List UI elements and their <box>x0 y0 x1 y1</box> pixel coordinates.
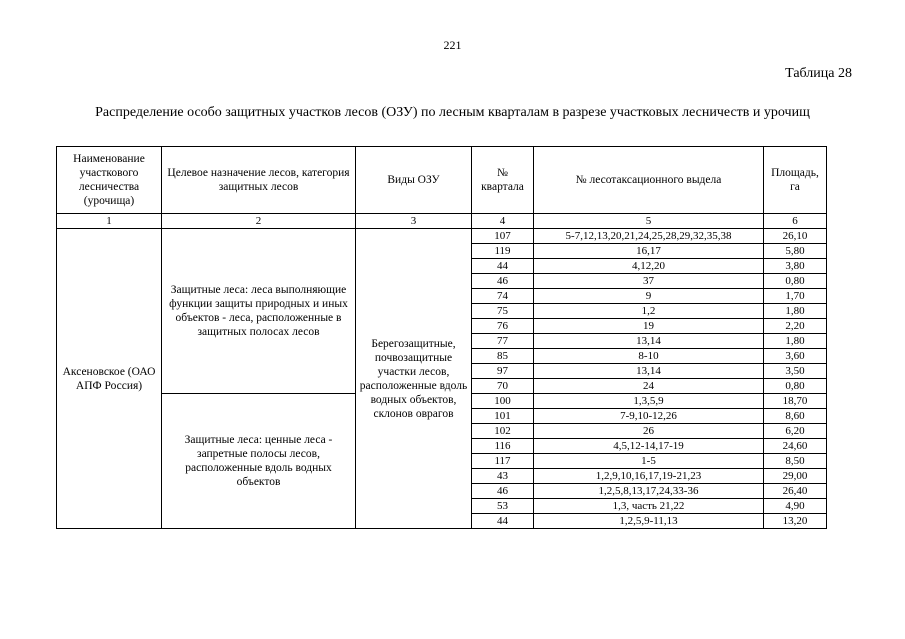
quarter-cell: 77 <box>472 334 534 349</box>
plots-cell: 1,2 <box>534 304 764 319</box>
header-forestry-name: Наименование участкового лесничества (урочища) <box>57 147 162 214</box>
quarter-cell: 117 <box>472 454 534 469</box>
category-protective-belts-cell: Защитные леса: леса выполняющие функции защиты природных и иных объектов - леса, расположенные в защитных полосах лесов <box>162 229 356 394</box>
area-cell: 1,70 <box>764 289 827 304</box>
area-cell: 2,20 <box>764 319 827 334</box>
quarter-cell: 100 <box>472 394 534 409</box>
quarter-cell: 46 <box>472 274 534 289</box>
table-row <box>57 229 827 244</box>
plots-cell: 26 <box>534 424 764 439</box>
plots-cell: 1,3, часть 21,22 <box>534 499 764 514</box>
quarter-cell: 44 <box>472 514 534 529</box>
area-cell: 3,50 <box>764 364 827 379</box>
area-cell: 5,80 <box>764 244 827 259</box>
column-number: 4 <box>472 214 534 229</box>
column-number: 3 <box>356 214 472 229</box>
table-label: Таблица 28 <box>785 66 852 81</box>
column-number: 5 <box>534 214 764 229</box>
quarter-cell: 43 <box>472 469 534 484</box>
area-cell: 18,70 <box>764 394 827 409</box>
area-cell: 26,40 <box>764 484 827 499</box>
plots-cell: 4,12,20 <box>534 259 764 274</box>
plots-cell: 16,17 <box>534 244 764 259</box>
plots-cell: 9 <box>534 289 764 304</box>
header-plot-number: № лесотаксационного выдела <box>534 147 764 214</box>
quarter-cell: 101 <box>472 409 534 424</box>
area-cell: 24,60 <box>764 439 827 454</box>
header-ozu-types: Виды ОЗУ <box>356 147 472 214</box>
quarter-cell: 107 <box>472 229 534 244</box>
area-cell: 0,80 <box>764 274 827 289</box>
area-cell: 29,00 <box>764 469 827 484</box>
header-purpose-category: Целевое назначение лесов, категория защитных лесов <box>162 147 356 214</box>
quarter-cell: 119 <box>472 244 534 259</box>
area-cell: 8,50 <box>764 454 827 469</box>
quarter-cell: 74 <box>472 289 534 304</box>
plots-cell: 1-5 <box>534 454 764 469</box>
quarter-cell: 102 <box>472 424 534 439</box>
quarter-cell: 116 <box>472 439 534 454</box>
forestry-name-cell: Аксеновское (ОАО АПФ Россия) <box>57 229 162 529</box>
quarter-cell: 97 <box>472 364 534 379</box>
document-title: Распределение особо защитных участков лесов (ОЗУ) по лесным кварталам в разрезе участковых лесничеств и урочищ <box>95 105 810 120</box>
quarter-cell: 70 <box>472 379 534 394</box>
area-cell: 0,80 <box>764 379 827 394</box>
plots-cell: 19 <box>534 319 764 334</box>
area-cell: 4,90 <box>764 499 827 514</box>
plots-cell: 13,14 <box>534 364 764 379</box>
column-number: 1 <box>57 214 162 229</box>
plots-cell: 1,2,5,9-11,13 <box>534 514 764 529</box>
area-cell: 6,20 <box>764 424 827 439</box>
header-quarter-number: № квартала <box>472 147 534 214</box>
area-cell: 1,80 <box>764 334 827 349</box>
plots-cell: 4,5,12-14,17-19 <box>534 439 764 454</box>
quarter-cell: 85 <box>472 349 534 364</box>
header-area: Площадь, га <box>764 147 827 214</box>
area-cell: 13,20 <box>764 514 827 529</box>
area-cell: 26,10 <box>764 229 827 244</box>
column-number: 6 <box>764 214 827 229</box>
area-cell: 3,60 <box>764 349 827 364</box>
column-number: 2 <box>162 214 356 229</box>
quarter-cell: 44 <box>472 259 534 274</box>
column-number-row <box>57 214 827 229</box>
area-cell: 1,80 <box>764 304 827 319</box>
quarter-cell: 46 <box>472 484 534 499</box>
plots-cell: 13,14 <box>534 334 764 349</box>
plots-cell: 37 <box>534 274 764 289</box>
quarter-cell: 75 <box>472 304 534 319</box>
area-cell: 3,80 <box>764 259 827 274</box>
ozu-distribution-table <box>56 146 827 529</box>
area-cell: 8,60 <box>764 409 827 424</box>
plots-cell: 24 <box>534 379 764 394</box>
plots-cell: 5-7,12,13,20,21,24,25,28,29,32,35,38 <box>534 229 764 244</box>
plots-cell: 1,2,9,10,16,17,19-21,23 <box>534 469 764 484</box>
plots-cell: 8-10 <box>534 349 764 364</box>
page-number: 221 <box>443 38 462 52</box>
plots-cell: 7-9,10-12,26 <box>534 409 764 424</box>
plots-cell: 1,2,5,8,13,17,24,33-36 <box>534 484 764 499</box>
ozu-type-cell: Берегозащитные, почвозащитные участки лесов, расположенные вдоль водных объектов, склонов оврагов <box>356 229 472 529</box>
quarter-cell: 76 <box>472 319 534 334</box>
table-header-row <box>57 147 827 214</box>
category-protective-strips-cell: Защитные леса: ценные леса - запретные полосы лесов, расположенные вдоль водных объектов <box>162 394 356 529</box>
plots-cell: 1,3,5,9 <box>534 394 764 409</box>
quarter-cell: 53 <box>472 499 534 514</box>
